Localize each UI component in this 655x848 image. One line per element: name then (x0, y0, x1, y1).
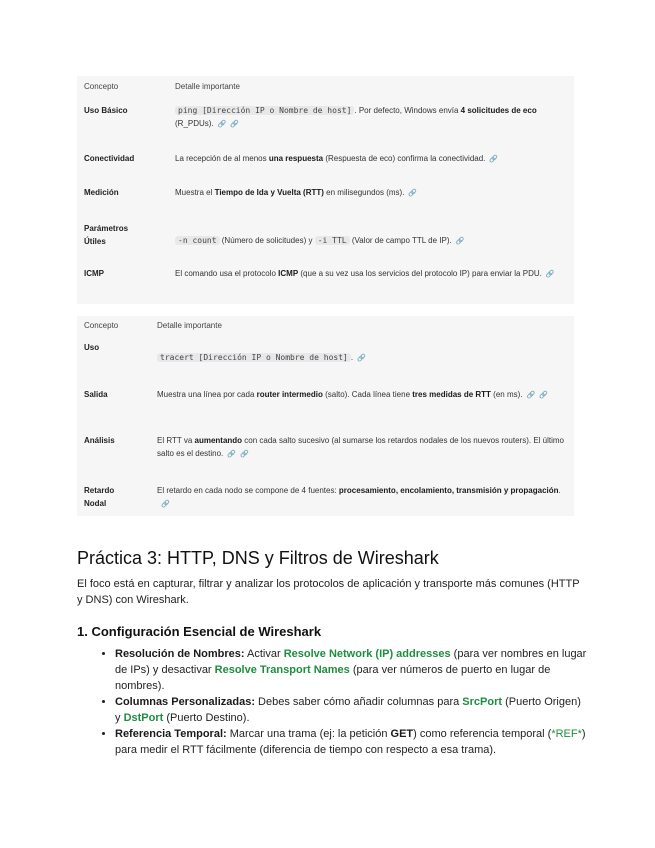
link-icon[interactable]: 🔗 (539, 392, 548, 399)
row-detail: El RTT va aumentando con cada salto sucesivo (al sumarse los retardos nodales de los nuevos routers). El último salto es el destino. 🔗 🔗 (157, 434, 566, 461)
link-icon[interactable]: 🔗 (357, 355, 366, 362)
link-icon[interactable]: 🔗 (161, 501, 170, 508)
header-detail: Detalle importante (157, 321, 222, 330)
header-concept: Concepto (84, 82, 119, 91)
header-detail: Detalle importante (175, 82, 240, 91)
row-concept: Uso (84, 343, 100, 352)
row-detail: El comando usa el protocolo ICMP (que a su vez usa los servicios del protocolo IP) para enviar la PDU. 🔗 (175, 267, 566, 281)
link-icon[interactable]: 🔗 (217, 121, 227, 128)
row-concept: Salida (84, 390, 108, 399)
link-icon[interactable]: 🔗 (489, 156, 499, 163)
header-concept: Concepto (84, 321, 119, 330)
row-detail: El retardo en cada nodo se compone de 4 fuentes: procesamiento, encolamiento, transmisión y propagación.🔗 (157, 484, 566, 511)
link-icon[interactable]: 🔗 (545, 271, 555, 278)
row-concept: Uso Básico (84, 106, 128, 115)
section-title: Práctica 3: HTTP, DNS y Filtros de Wireshark (77, 548, 439, 568)
setting-name: DstPort (123, 712, 164, 724)
link-icon[interactable]: 🔗 (408, 190, 418, 197)
setting-name: *REF* (551, 728, 582, 740)
code-snippet: tracert [Dirección IP o Nombre de host] (157, 353, 351, 362)
list-item: • Referencia Temporal: Marcar una trama (ej: la petición GET) como referencia temporal (*REF*) para medir el RTT fácilmente (diferencia de tiempo con respecto a esa trama). (115, 726, 587, 758)
row-detail: -n count (Número de solicitudes) y -i TTL (Valor de campo TTL de IP). 🔗 (175, 234, 566, 248)
code-snippet: -n count (175, 236, 220, 245)
row-detail: La recepción de al menos una respuesta (Respuesta de eco) confirma la conectividad. 🔗 (175, 152, 566, 166)
link-icon[interactable]: 🔗 (230, 121, 240, 128)
setting-name: Resolve Transport Names (214, 664, 350, 676)
row-concept: Análisis (84, 436, 115, 445)
row-detail: tracert [Dirección IP o Nombre de host] . 🔗 (157, 351, 566, 365)
code-snippet: ping [Dirección IP o Nombre de host] (175, 106, 354, 115)
config-list (77, 646, 587, 758)
row-concept: Conectividad (84, 154, 135, 163)
link-icon[interactable]: 🔗 (239, 451, 249, 458)
code-snippet: -i TTL (315, 236, 350, 245)
link-icon[interactable]: 🔗 (227, 451, 236, 458)
row-concept: Retardo Nodal (84, 486, 115, 508)
setting-name: SrcPort (462, 696, 503, 708)
subsection-title: 1. Configuración Esencial de Wireshark (77, 624, 322, 639)
ping-table (77, 76, 574, 304)
row-detail: Muestra el Tiempo de Ida y Vuelta (RTT) en milisegundos (ms). 🔗 (175, 186, 566, 200)
link-icon[interactable]: 🔗 (455, 238, 465, 245)
link-icon[interactable]: 🔗 (526, 392, 536, 399)
row-concept: Medición (84, 188, 119, 197)
setting-name: Resolve Network (IP) addresses (283, 648, 451, 660)
tracert-table (77, 316, 574, 516)
row-detail: ping [Dirección IP o Nombre de host] . Por defecto, Windows envía 4 solicitudes de eco (R_PDUs). 🔗 🔗 (175, 104, 566, 131)
list-item: • Columnas Personalizadas: Debes saber cómo añadir columnas para SrcPort (Puerto Origen) y DstPort (Puerto Destino). (115, 694, 587, 726)
section-intro: El foco está en capturar, filtrar y analizar los protocolos de aplicación y transporte más comunes (HTTP y DNS) con Wireshark. (77, 578, 580, 606)
row-concept: Parámetros Útiles (84, 224, 129, 246)
row-detail: Muestra una línea por cada router intermedio (salto). Cada línea tiene tres medidas de RTT (en ms). 🔗 🔗 (157, 388, 566, 402)
row-concept: ICMP (84, 269, 104, 278)
list-item: • Resolución de Nombres: Activar Resolve Network (IP) addresses (para ver nombres en lugar de IPs) y desactivar Resolve Transport Names (para ver números de puerto en lugar de nombres). (115, 646, 587, 694)
